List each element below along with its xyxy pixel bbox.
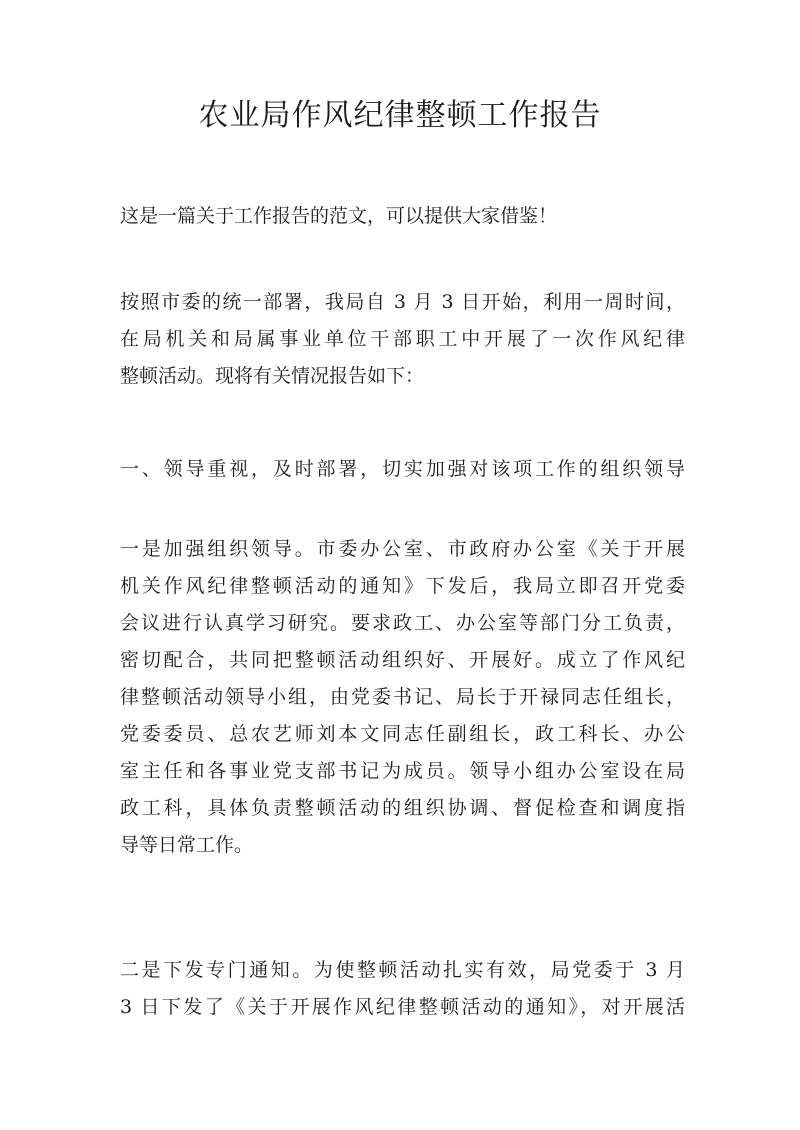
paragraph-line: 3 日下发了《关于开展作风纪律整顿活动的通知》，对开展活: [120, 996, 685, 1018]
paragraph-line: 密切配合，共同把整顿活动组织好、开展好。成立了作风纪: [120, 649, 685, 671]
paragraph-line: 室主任和各事业党支部书记为成员。领导小组办公室设在局: [120, 760, 685, 782]
paragraph-line: 会议进行认真学习研究。要求政工、办公室等部门分工负责，: [120, 612, 685, 634]
paragraph-line: 政工科，具体负责整顿活动的组织协调、督促检查和调度指: [120, 797, 685, 819]
paragraph-line: 在局机关和局属事业单位干部职工中开展了一次作风纪律: [120, 328, 685, 350]
document-title: 农业局作风纪律整顿工作报告: [198, 98, 602, 133]
paragraph-line: 按照市委的统一部署，我局自 3 月 3 日开始，利用一周时间，: [120, 291, 685, 313]
body-paragraph-2: [120, 531, 685, 864]
paragraph-line: 二是下发专门通知。为使整顿活动扎实有效，局党委于 3 月: [120, 959, 685, 981]
paragraph-line: 整顿活动。现将有关情况报告如下：: [120, 365, 425, 387]
section-heading-1: [120, 451, 685, 488]
paragraph-line: 这是一篇关于工作报告的范文，可以提供大家借鉴！: [120, 205, 558, 227]
body-paragraph-3: [120, 952, 685, 1026]
paragraph-line: 导等日常工作。: [120, 834, 254, 856]
paragraph-line: 党委委员、总农艺师刘本文同志任副组长，政工科长、办公: [120, 723, 685, 745]
intro-paragraph: [120, 198, 685, 235]
paragraph-line: 机关作风纪律整顿活动的通知》下发后，我局立即召开党委: [120, 575, 685, 597]
paragraph-line: 一、领导重视，及时部署，切实加强对该项工作的组织领导: [120, 458, 685, 480]
paragraph-line: 律整顿活动领导小组，由党委书记、局长于开禄同志任组长，: [120, 686, 685, 708]
paragraph-line: 一是加强组织领导。市委办公室、市政府办公室《关于开展: [120, 538, 685, 560]
body-paragraph-1: [120, 284, 685, 395]
